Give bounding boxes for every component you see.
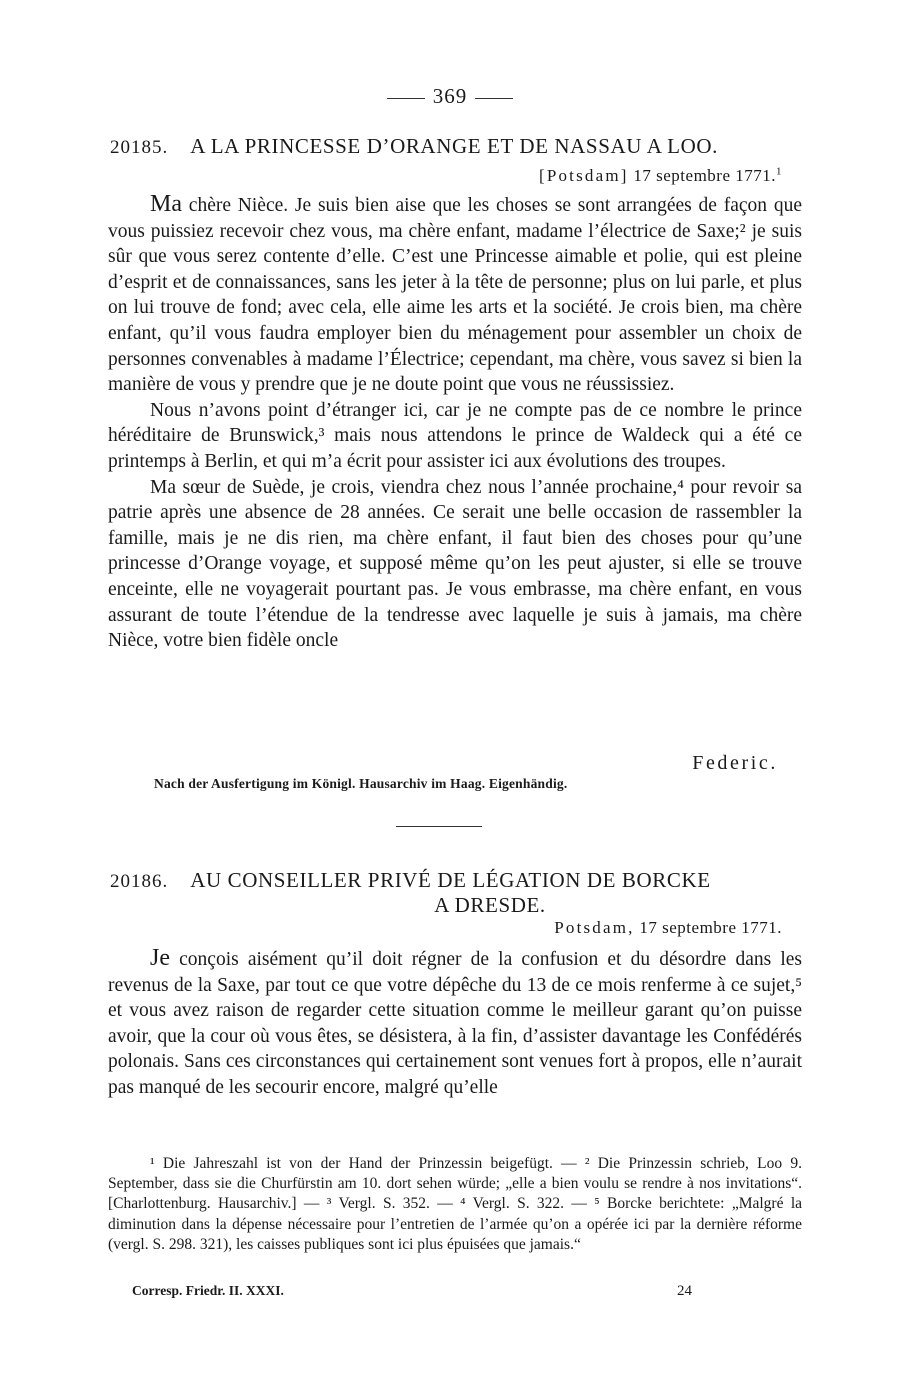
letter1-date-place: [Potsdam]: [538, 166, 629, 185]
footer-signature-mark: 24: [677, 1283, 692, 1299]
letter2-title-line1: AU CONSEILLER PRIVÉ DE LÉGATION DE BORCKE: [190, 868, 711, 892]
letter2-opening-word: Je: [150, 945, 170, 971]
letter2-body: [108, 946, 802, 1101]
letter1-body: [108, 192, 802, 654]
letter2-dateline: [554, 918, 782, 938]
footnotes-text: ¹ Die Jahreszahl ist von der Hand der Prinzessin beigefügt. — ² Die Prinzessin schrieb, Loo 9. September, dass sie die Churfürstin am 10. dort sehen würde; „elle a bien voulu se rendre à nos invitations“. [Charlottenburg. Hausarchiv.] — ³ Vergl. S. 352. — ⁴ Vergl. S. 322. — ⁵ Borcke berichtete: „Malgré la diminution dans la dépense nécessaire pour l’entretien de l’armée qu’on a opérée ici par la dernière réforme (vergl. S. 298. 321), les caisses publiques sont ici plus épuisées que jamais.“: [108, 1155, 802, 1253]
letter2-heading: [110, 868, 810, 918]
letter1-opening-word: Ma: [150, 191, 182, 217]
letter2-date-place: Potsdam,: [554, 918, 635, 937]
section-divider: [396, 826, 482, 827]
letter1-paragraph-1: [108, 192, 802, 398]
letter1-heading: [110, 134, 810, 159]
letter2-paragraph-1: [108, 946, 802, 1101]
letter1-date: 17 septembre 1771.: [633, 166, 776, 185]
letter1-number: 20185.: [110, 137, 169, 158]
letter1-paragraph-3: Ma sœur de Suède, je crois, viendra chez nous l’année prochaine,⁴ pour revoir sa patrie après une absence de 28 années. Ce serait une belle occasion de rassembler la famille, mais je ne dis rien, ma chère enfant, il faut bien des choses pour qu’une princesse d’Orange voyage, et supposé même qu’on les peut ajuster, si elle se trouve enceinte, elle ne voyagerait pourtant pas. Je vous embrasse, ma chère enfant, en vous assurant de toute l’étendue de la tendresse avec laquelle je suis à jamais, ma chère Nièce, votre bien fidèle oncle: [108, 476, 802, 652]
page-number: [0, 84, 900, 109]
page-number-text: 369: [432, 84, 468, 108]
letter1-paragraph-1-text: chère Nièce. Je suis bien aise que les choses se sont arrangées de façon que vous puissiez recevoir chez vous, ma chère enfant, madame l’électrice de Saxe;² je suis sûr que vous serez contente d’elle. C’est une Princesse aimable et polie, qui est pleine d’esprit et de connaissances, sans les jeter à la tête de personne; plus on lui parle, et plus on lui trouve de fond; avec cela, elle aime les arts et la société. Je crois bien, ma chère enfant, qu’il vous faudra employer bien du ménagement pour assembler un choix de personnes convenables à madame l’Électrice; cependant, ma chère, vous savez si bien la manière de vous y prendre que je ne doute point que vous ne réussissiez.: [108, 195, 803, 396]
letter2-title-line2: A DRESDE.: [434, 893, 546, 917]
letter2-number: 20186.: [110, 871, 169, 892]
page-number-rule-left: [387, 98, 425, 99]
footer-series-title: Corresp. Friedr. II. XXXI.: [132, 1283, 284, 1298]
page-footer: [132, 1283, 692, 1299]
letter1-dateline: [539, 166, 782, 186]
letter1-source-note: Nach der Ausfertigung im Königl. Hausarchiv im Haag. Eigenhändig.: [154, 776, 568, 791]
letter1-paragraph-2: Nous n’avons point d’étranger ici, car je ne compte pas de ce nombre le prince héréditaire de Brunswick,³ mais nous attendons le prince de Waldeck qui a été ce printemps à Berlin, et qui m’a écrit pour assister ici aux évolutions des troupes.: [108, 399, 802, 472]
letter2-paragraph-1-text: conçois aisément qu’il doit régner de la confusion et du désordre dans les revenus de la Saxe, par tout ce que votre dépêche du 13 de ce mois renferme à ce sujet,⁵ et vous avez raison de regarder cette situation comme le meilleur garant qu’on puisse avoir, que la cour où vous êtes, se désistera, à la fin, d’assister davantage les Confédérés polonais. Sans ces circonstances qui certainement sont venues fort à propos, elle n’aurait pas manqué de les secourir encore, malgré qu’elle: [108, 949, 803, 1098]
letter2-date: 17 septembre 1771.: [639, 918, 782, 937]
letter1-signature: Federic.: [692, 752, 778, 774]
letter1-title: A LA PRINCESSE D’ORANGE ET DE NASSAU A LOO.: [190, 134, 718, 158]
letter1-date-footnote-ref: 1: [776, 165, 782, 178]
page-number-rule-right: [475, 98, 513, 99]
footnotes: [108, 1154, 802, 1255]
